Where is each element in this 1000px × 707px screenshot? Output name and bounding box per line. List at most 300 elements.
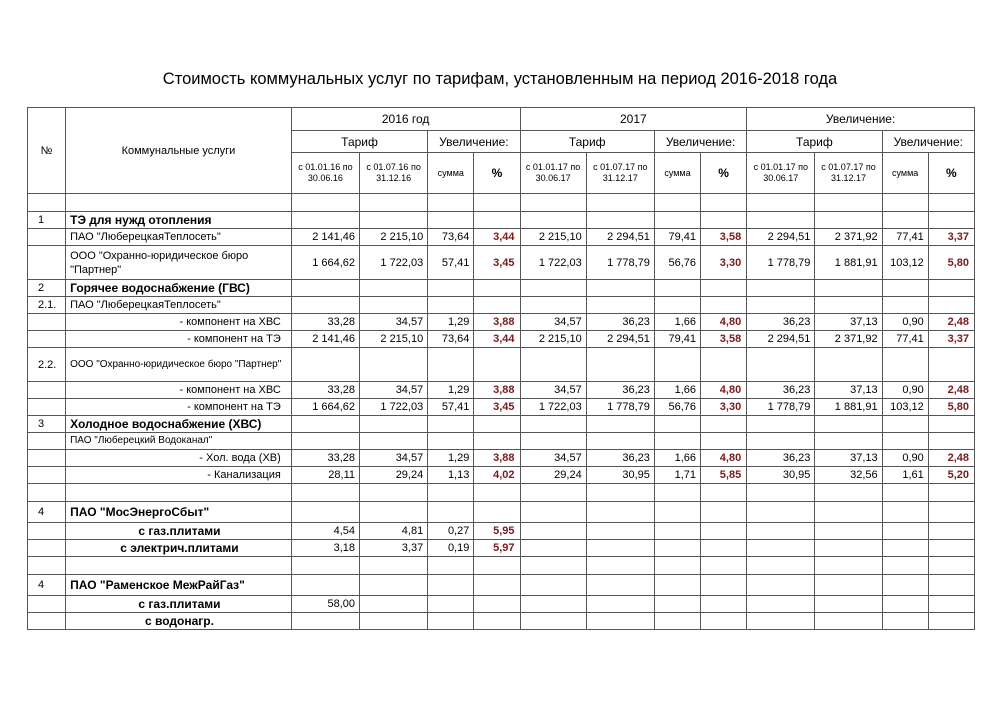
percent-cell: [701, 297, 747, 314]
sum-cell: [654, 523, 700, 540]
percent-cell: [701, 575, 747, 596]
sum-cell: 77,41: [882, 331, 928, 348]
tariff-cell: [291, 433, 359, 450]
tariff-cell: 2 141,46: [291, 331, 359, 348]
sum-cell: 1,71: [654, 467, 700, 484]
sum-cell: 79,41: [654, 229, 700, 246]
sum-cell: 57,41: [428, 246, 474, 280]
tariff-cell: 28,11: [291, 467, 359, 484]
tariff-cell: [815, 433, 882, 450]
percent-cell: [928, 502, 974, 523]
tariff-cell: [747, 557, 815, 575]
service-name: ПАО "МосЭнергоСбыт": [66, 502, 292, 523]
percent-cell: 2,48: [928, 314, 974, 331]
row-number: [28, 467, 66, 484]
tariff-cell: [747, 212, 815, 229]
percent-cell: [474, 613, 520, 630]
percent-cell: [928, 297, 974, 314]
tariff-cell: 2 294,51: [586, 229, 654, 246]
header-group-2017: 2017: [520, 108, 747, 131]
service-name: ООО "Охранно-юридическое бюро "Партнер": [66, 348, 292, 382]
tariff-cell: [747, 280, 815, 297]
sum-cell: 1,29: [428, 450, 474, 467]
tariff-cell: [747, 297, 815, 314]
sum-cell: [882, 280, 928, 297]
tariff-cell: [520, 433, 586, 450]
tariff-cell: [360, 433, 428, 450]
table-row: [28, 450, 975, 467]
tariff-cell: 4,54: [291, 523, 359, 540]
tariff-cell: [520, 596, 586, 613]
sum-cell: [654, 540, 700, 557]
percent-cell: 2,48: [928, 450, 974, 467]
percent-cell: [701, 557, 747, 575]
row-number: 2.1.: [28, 297, 66, 314]
tariff-cell: 37,13: [815, 314, 882, 331]
percent-cell: [474, 212, 520, 229]
table-row-blank: [28, 194, 975, 212]
percent-cell: 2,48: [928, 382, 974, 399]
sum-cell: 79,41: [654, 331, 700, 348]
tariff-cell: [815, 484, 882, 502]
tariff-cell: 32,56: [815, 467, 882, 484]
percent-cell: [474, 575, 520, 596]
percent-cell: 3,88: [474, 314, 520, 331]
percent-cell: [474, 297, 520, 314]
tariff-cell: [747, 596, 815, 613]
tariff-cell: [520, 484, 586, 502]
sum-cell: 57,41: [428, 399, 474, 416]
table-row: [28, 348, 975, 382]
sum-cell: 0,19: [428, 540, 474, 557]
header-pct: %: [928, 153, 974, 194]
percent-cell: 4,80: [701, 450, 747, 467]
sum-cell: [428, 575, 474, 596]
sum-cell: [654, 212, 700, 229]
tariff-cell: [815, 194, 882, 212]
tariff-cell: [520, 348, 586, 382]
service-name: ПАО "ЛюберецкаяТеплосеть": [66, 297, 292, 314]
percent-cell: [928, 416, 974, 433]
row-number: [28, 450, 66, 467]
tariff-cell: 2 294,51: [586, 331, 654, 348]
percent-cell: [928, 348, 974, 382]
sum-cell: [428, 280, 474, 297]
percent-cell: 5,80: [928, 246, 974, 280]
tariff-cell: 33,28: [291, 382, 359, 399]
tariff-cell: [586, 575, 654, 596]
tariff-cell: [747, 540, 815, 557]
tariff-cell: [360, 484, 428, 502]
header-sum: сумма: [428, 153, 474, 194]
sum-cell: [882, 523, 928, 540]
sum-cell: [882, 540, 928, 557]
tariff-cell: [747, 523, 815, 540]
header-increase: Увеличение:: [428, 131, 520, 153]
percent-cell: [928, 596, 974, 613]
tariff-cell: 29,24: [360, 467, 428, 484]
row-number: 1: [28, 212, 66, 229]
tariff-cell: [520, 540, 586, 557]
tariff-cell: 36,23: [586, 382, 654, 399]
percent-cell: 5,85: [701, 467, 747, 484]
tariff-cell: [747, 502, 815, 523]
table-row: [28, 382, 975, 399]
percent-cell: 3,58: [701, 229, 747, 246]
percent-cell: [474, 484, 520, 502]
percent-cell: [701, 280, 747, 297]
percent-cell: [474, 348, 520, 382]
tariff-cell: [360, 416, 428, 433]
tariff-cell: [360, 613, 428, 630]
sum-cell: [654, 557, 700, 575]
tariff-cell: [747, 484, 815, 502]
service-name: - компонент на ТЭ: [66, 399, 292, 416]
tariff-cell: 1 778,79: [747, 399, 815, 416]
sum-cell: [428, 297, 474, 314]
sum-cell: 0,90: [882, 450, 928, 467]
tariff-cell: 36,23: [747, 450, 815, 467]
tariff-cell: 4,81: [360, 523, 428, 540]
percent-cell: [701, 596, 747, 613]
tariff-cell: [520, 557, 586, 575]
service-name: - Хол. вода (ХВ): [66, 450, 292, 467]
sum-cell: 103,12: [882, 246, 928, 280]
percent-cell: [928, 575, 974, 596]
row-number: 3: [28, 416, 66, 433]
header-group-2016: 2016 год: [291, 108, 520, 131]
row-number: [28, 557, 66, 575]
sum-cell: 0,27: [428, 523, 474, 540]
percent-cell: [474, 194, 520, 212]
row-number: 2: [28, 280, 66, 297]
sum-cell: 1,13: [428, 467, 474, 484]
service-name: - компонент на ХВС: [66, 314, 292, 331]
row-number: [28, 194, 66, 212]
page-title: Стоимость коммунальных услуг по тарифам, установленным на период 2016-2018 года: [162, 70, 838, 88]
row-number: [28, 399, 66, 416]
row-number: [28, 246, 66, 280]
percent-cell: 4,02: [474, 467, 520, 484]
tariff-cell: 2 371,92: [815, 229, 882, 246]
sum-cell: [882, 433, 928, 450]
percent-cell: 3,37: [928, 331, 974, 348]
percent-cell: [701, 484, 747, 502]
service-name: с водонагр.: [66, 613, 292, 630]
service-name: - компонент на ТЭ: [66, 331, 292, 348]
percent-cell: [701, 433, 747, 450]
tariff-cell: 3,18: [291, 540, 359, 557]
percent-cell: 3,30: [701, 399, 747, 416]
tariff-cell: 30,95: [586, 467, 654, 484]
tariff-cell: [520, 502, 586, 523]
tariff-cell: 2 215,10: [520, 331, 586, 348]
sum-cell: [654, 596, 700, 613]
tariff-cell: 1 778,79: [586, 399, 654, 416]
tariff-cell: 37,13: [815, 450, 882, 467]
tariff-cell: [520, 280, 586, 297]
service-name: с газ.плитами: [66, 596, 292, 613]
tariff-cell: [360, 575, 428, 596]
tariff-cell: 34,57: [360, 450, 428, 467]
row-number: [28, 484, 66, 502]
sum-cell: 1,29: [428, 382, 474, 399]
tariff-cell: [815, 348, 882, 382]
percent-cell: 3,37: [928, 229, 974, 246]
tariff-cell: 36,23: [586, 450, 654, 467]
tariff-cell: [360, 280, 428, 297]
percent-cell: 3,44: [474, 229, 520, 246]
tariff-cell: 1 722,03: [520, 399, 586, 416]
tariff-cell: [586, 348, 654, 382]
tariff-cell: [291, 194, 359, 212]
sum-cell: 1,29: [428, 314, 474, 331]
header-tariff: Тариф: [291, 131, 427, 153]
tariff-table: [27, 107, 975, 630]
percent-cell: [474, 280, 520, 297]
percent-cell: [928, 212, 974, 229]
tariff-cell: [586, 540, 654, 557]
tariff-cell: [360, 212, 428, 229]
tariff-cell: 2 215,10: [360, 331, 428, 348]
header-sum: сумма: [882, 153, 928, 194]
service-name: - Канализация: [66, 467, 292, 484]
tariff-cell: [815, 540, 882, 557]
tariff-cell: [360, 557, 428, 575]
tariff-cell: [520, 416, 586, 433]
percent-cell: 3,45: [474, 246, 520, 280]
tariff-cell: 34,57: [360, 382, 428, 399]
tariff-cell: [291, 613, 359, 630]
row-number: [28, 382, 66, 399]
row-number: [28, 613, 66, 630]
sum-cell: [654, 502, 700, 523]
tariff-cell: [520, 297, 586, 314]
sum-cell: [882, 613, 928, 630]
table-row: [28, 416, 975, 433]
tariff-cell: [747, 613, 815, 630]
sum-cell: [882, 297, 928, 314]
row-number: 4: [28, 502, 66, 523]
sum-cell: [882, 416, 928, 433]
sum-cell: 1,66: [654, 450, 700, 467]
tariff-cell: [815, 502, 882, 523]
percent-cell: [928, 540, 974, 557]
table-row: [28, 502, 975, 523]
header-service: Коммунальные услуги: [66, 108, 292, 194]
tariff-cell: 1 664,62: [291, 399, 359, 416]
tariff-cell: [586, 416, 654, 433]
percent-cell: [701, 416, 747, 433]
tariff-cell: 1 722,03: [360, 246, 428, 280]
tariff-cell: [291, 212, 359, 229]
table-row: [28, 229, 975, 246]
tariff-cell: [586, 212, 654, 229]
tariff-cell: [815, 416, 882, 433]
header-pct: %: [474, 153, 520, 194]
tariff-cell: [815, 575, 882, 596]
tariff-cell: [586, 484, 654, 502]
table-row-blank: [28, 557, 975, 575]
table-row: [28, 540, 975, 557]
table-row: [28, 596, 975, 613]
header-number: №: [28, 108, 66, 194]
header-period: с 01.01.17 по 30.06.17: [747, 153, 815, 194]
table-row: [28, 523, 975, 540]
tariff-cell: 1 722,03: [520, 246, 586, 280]
tariff-cell: [360, 194, 428, 212]
tariff-cell: [815, 613, 882, 630]
header-period: с 01.07.16 по 31.12.16: [360, 153, 428, 194]
service-name: ТЭ для нужд отопления: [66, 212, 292, 229]
sum-cell: [882, 484, 928, 502]
sum-cell: [428, 194, 474, 212]
sum-cell: [882, 596, 928, 613]
sum-cell: [428, 557, 474, 575]
sum-cell: [654, 484, 700, 502]
percent-cell: 3,58: [701, 331, 747, 348]
row-number: [28, 433, 66, 450]
row-number: 4: [28, 575, 66, 596]
sum-cell: [428, 502, 474, 523]
tariff-cell: 34,57: [360, 314, 428, 331]
percent-cell: 3,45: [474, 399, 520, 416]
header-increase: Увеличение:: [882, 131, 974, 153]
tariff-cell: [291, 484, 359, 502]
sum-cell: [428, 596, 474, 613]
table-row: [28, 246, 975, 280]
percent-cell: [474, 596, 520, 613]
tariff-cell: [586, 194, 654, 212]
service-name: Горячее водоснабжение (ГВС): [66, 280, 292, 297]
tariff-cell: [815, 523, 882, 540]
sum-cell: [428, 212, 474, 229]
tariff-cell: 34,57: [520, 450, 586, 467]
percent-cell: [701, 502, 747, 523]
sum-cell: [654, 348, 700, 382]
percent-cell: [701, 212, 747, 229]
sum-cell: [654, 280, 700, 297]
percent-cell: [928, 484, 974, 502]
table-row: [28, 433, 975, 450]
tariff-cell: 37,13: [815, 382, 882, 399]
row-number: [28, 229, 66, 246]
sum-cell: [428, 433, 474, 450]
tariff-cell: [815, 212, 882, 229]
table-row: [28, 212, 975, 229]
tariff-cell: [291, 348, 359, 382]
sum-cell: 1,66: [654, 382, 700, 399]
table-row: [28, 613, 975, 630]
sum-cell: 56,76: [654, 399, 700, 416]
tariff-cell: 1 881,91: [815, 399, 882, 416]
sum-cell: [882, 575, 928, 596]
tariff-cell: [747, 433, 815, 450]
sum-cell: [654, 575, 700, 596]
tariff-cell: [360, 502, 428, 523]
tariff-cell: [815, 557, 882, 575]
percent-cell: [928, 523, 974, 540]
sum-cell: 73,64: [428, 331, 474, 348]
tariff-cell: 1 881,91: [815, 246, 882, 280]
sum-cell: 0,90: [882, 314, 928, 331]
row-number: [28, 331, 66, 348]
service-name: с электрич.плитами: [66, 540, 292, 557]
tariff-cell: [586, 523, 654, 540]
sum-cell: 103,12: [882, 399, 928, 416]
tariff-cell: 34,57: [520, 382, 586, 399]
tariff-cell: [586, 502, 654, 523]
sum-cell: [882, 212, 928, 229]
sum-cell: [428, 416, 474, 433]
sum-cell: [654, 416, 700, 433]
percent-cell: [928, 557, 974, 575]
sum-cell: [654, 194, 700, 212]
header-period: с 01.01.16 по 30.06.16: [291, 153, 359, 194]
tariff-cell: 36,23: [747, 314, 815, 331]
sum-cell: 73,64: [428, 229, 474, 246]
tariff-cell: 3,37: [360, 540, 428, 557]
tariff-cell: [586, 613, 654, 630]
tariff-table-container: [27, 107, 975, 630]
sum-cell: 1,61: [882, 467, 928, 484]
tariff-cell: 36,23: [586, 314, 654, 331]
tariff-cell: [360, 596, 428, 613]
tariff-cell: 2 215,10: [360, 229, 428, 246]
tariff-cell: 1 778,79: [586, 246, 654, 280]
table-row: [28, 399, 975, 416]
tariff-cell: [360, 297, 428, 314]
percent-cell: 4,80: [701, 314, 747, 331]
tariff-cell: [520, 575, 586, 596]
service-name: [66, 194, 292, 212]
table-body: [28, 194, 975, 630]
header-group-increase: Увеличение:: [747, 108, 975, 131]
sum-cell: [428, 484, 474, 502]
service-name: ПАО "Люберецкий Водоканал": [66, 433, 292, 450]
sum-cell: [882, 502, 928, 523]
sum-cell: 1,66: [654, 314, 700, 331]
tariff-cell: [520, 212, 586, 229]
percent-cell: [928, 280, 974, 297]
tariff-cell: [586, 433, 654, 450]
tariff-cell: [291, 575, 359, 596]
tariff-cell: 2 294,51: [747, 229, 815, 246]
sum-cell: 0,90: [882, 382, 928, 399]
tariff-cell: [291, 557, 359, 575]
row-number: [28, 523, 66, 540]
tariff-cell: [520, 613, 586, 630]
tariff-cell: [360, 348, 428, 382]
tariff-cell: [586, 557, 654, 575]
tariff-cell: [586, 280, 654, 297]
tariff-cell: 2 215,10: [520, 229, 586, 246]
header-period: с 01.07.17 по 31.12.17: [586, 153, 654, 194]
tariff-cell: [815, 297, 882, 314]
tariff-cell: [815, 596, 882, 613]
tariff-cell: [815, 280, 882, 297]
percent-cell: 3,44: [474, 331, 520, 348]
table-row: [28, 280, 975, 297]
percent-cell: [701, 523, 747, 540]
tariff-cell: 2 294,51: [747, 331, 815, 348]
tariff-cell: [291, 416, 359, 433]
tariff-cell: 1 722,03: [360, 399, 428, 416]
tariff-cell: [291, 280, 359, 297]
sum-cell: 56,76: [654, 246, 700, 280]
percent-cell: 5,95: [474, 523, 520, 540]
percent-cell: 5,80: [928, 399, 974, 416]
